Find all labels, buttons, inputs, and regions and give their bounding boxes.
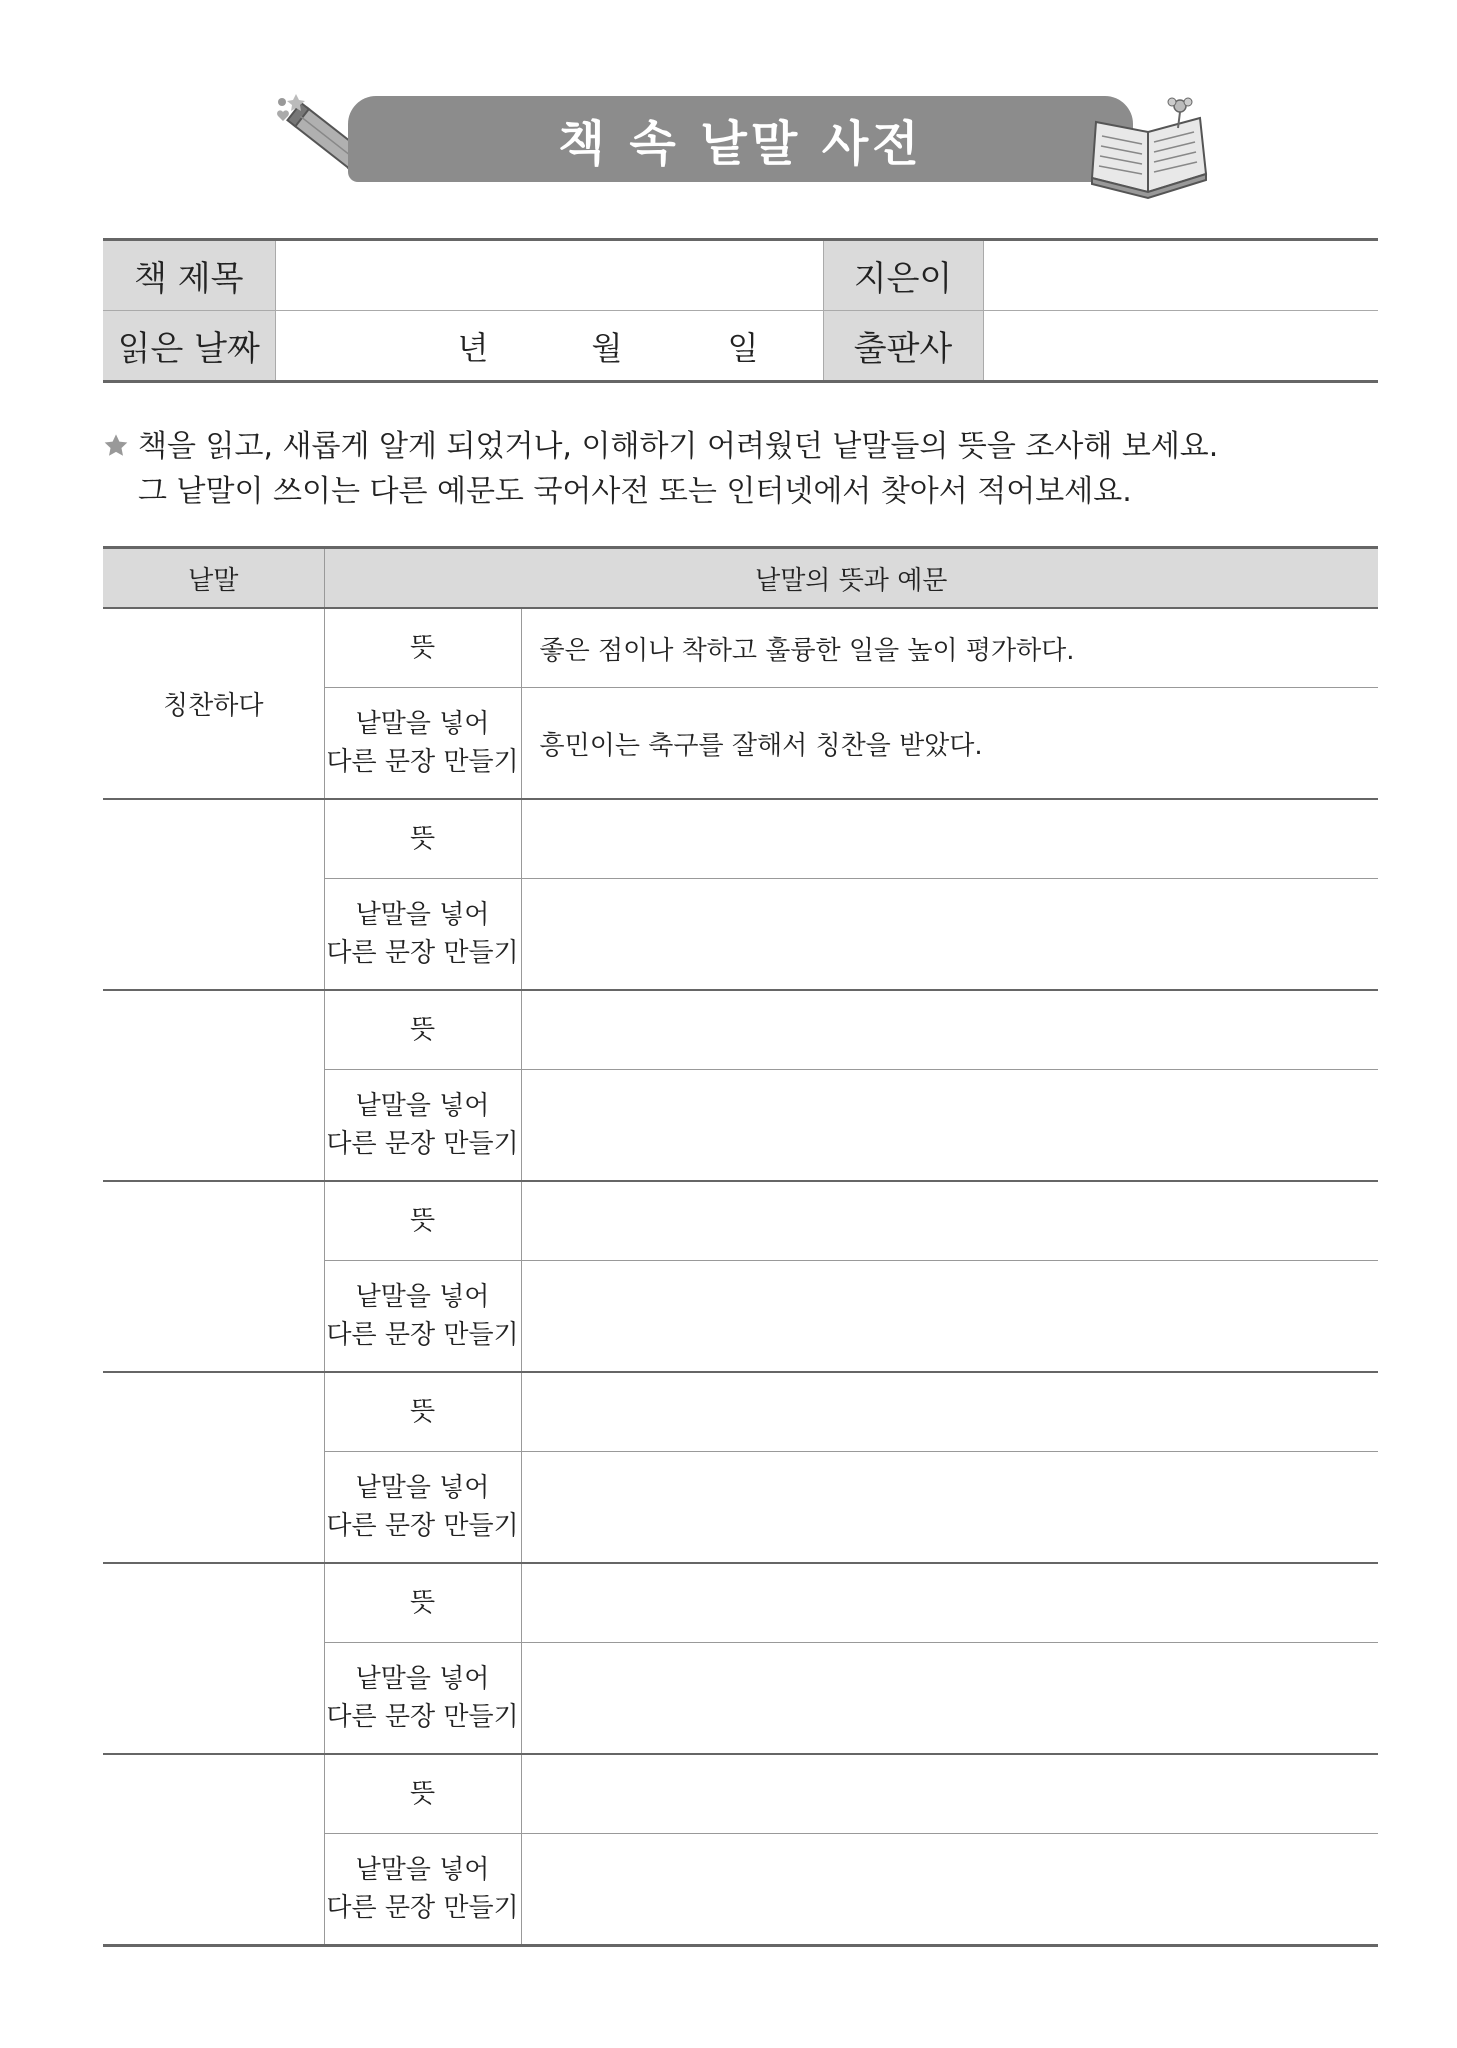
meaning-label: 뜻	[324, 1754, 521, 1834]
vocab-word-cell[interactable]	[103, 1563, 324, 1754]
meaning-label: 뜻	[324, 608, 521, 688]
book-info-table	[103, 238, 1378, 383]
sentence-cell[interactable]	[521, 688, 1378, 800]
sentence-cell[interactable]	[521, 1261, 1378, 1373]
instruction-line-1: 책을 읽고, 새롭게 알게 되었거나, 이해하기 어려웠던 낱말들의 뜻을 조사해 보세요.	[138, 429, 1219, 464]
sentence-label-line-1: 낱말을 넣어	[355, 1473, 490, 1503]
date-field[interactable]	[275, 311, 823, 382]
meaning-cell[interactable]	[521, 1754, 1378, 1834]
sentence-label-line-2: 다른 문장 만들기	[326, 1511, 519, 1541]
vocab-word-cell[interactable]	[103, 1754, 324, 1946]
sentence-label-line-1: 낱말을 넣어	[355, 709, 490, 739]
sentence-label	[324, 879, 521, 991]
publisher-field[interactable]	[983, 311, 1378, 382]
meaning-label: 뜻	[324, 990, 521, 1070]
sentence-label-line-2: 다른 문장 만들기	[326, 1129, 519, 1159]
vocab-word-cell[interactable]	[103, 799, 324, 990]
sentence-label-line-1: 낱말을 넣어	[355, 1282, 490, 1312]
vocab-word-cell[interactable]	[103, 1181, 324, 1372]
vocab-row-meaning	[103, 1754, 1378, 1834]
book-title-field[interactable]	[275, 240, 823, 311]
open-book-icon	[1088, 92, 1210, 202]
sentence-label	[324, 1643, 521, 1755]
meaning-label: 뜻	[324, 799, 521, 879]
sentence-label	[324, 688, 521, 800]
meaning-label: 뜻	[324, 1181, 521, 1261]
title-banner	[348, 96, 1133, 182]
meaning-text: 좋은 점이나 착하고 훌륭한 일을 높이 평가하다.	[539, 635, 1075, 666]
publisher-label: 출판사	[823, 311, 983, 382]
vocab-body	[103, 608, 1378, 1946]
author-label: 지은이	[823, 240, 983, 311]
sentence-label-line-2: 다른 문장 만들기	[326, 1320, 519, 1350]
sentence-label-line-2: 다른 문장 만들기	[326, 1702, 519, 1732]
sentence-label	[324, 1261, 521, 1373]
day-unit: 일	[727, 328, 759, 367]
instruction-line-2: 그 낱말이 쓰이는 다른 예문도 국어사전 또는 인터넷에서 찾아서 적어보세요.	[138, 474, 1132, 509]
vocab-row-meaning	[103, 1372, 1378, 1452]
date-label: 읽은 날짜	[103, 311, 275, 382]
sentence-label-line-2: 다른 문장 만들기	[326, 938, 519, 968]
sentence-label	[324, 1452, 521, 1564]
author-field[interactable]	[983, 240, 1378, 311]
vocab-word-cell[interactable]	[103, 990, 324, 1181]
month-unit: 월	[591, 328, 623, 367]
sentence-label-line-2: 다른 문장 만들기	[326, 1893, 519, 1923]
vocab-row-meaning	[103, 799, 1378, 879]
vocab-row-meaning	[103, 608, 1378, 688]
vocab-word-cell[interactable]	[103, 608, 324, 799]
meaning-cell[interactable]	[521, 799, 1378, 879]
vocab-row-meaning	[103, 1181, 1378, 1261]
meaning-cell[interactable]	[521, 608, 1378, 688]
sentence-label-line-1: 낱말을 넣어	[355, 1091, 490, 1121]
sentence-cell[interactable]	[521, 1452, 1378, 1564]
instruction	[102, 424, 1382, 514]
page-title: 책 속 낱말 사전	[558, 115, 923, 172]
sentence-label-line-1: 낱말을 넣어	[355, 900, 490, 930]
vocab-row-meaning	[103, 1563, 1378, 1643]
sentence-text: 흥민이는 축구를 잘해서 칭찬을 받았다.	[539, 730, 983, 761]
book-title-label: 책 제목	[103, 240, 275, 311]
vocab-word: 칭찬하다	[163, 691, 264, 721]
meaning-cell[interactable]	[521, 1563, 1378, 1643]
sentence-label	[324, 1834, 521, 1946]
vocab-word-cell[interactable]	[103, 1372, 324, 1563]
sentence-label-line-1: 낱말을 넣어	[355, 1855, 490, 1885]
meaning-label: 뜻	[324, 1372, 521, 1452]
sentence-label	[324, 1070, 521, 1182]
meaning-cell[interactable]	[521, 990, 1378, 1070]
star-icon	[102, 432, 130, 460]
sentence-cell[interactable]	[521, 1070, 1378, 1182]
meaning-cell[interactable]	[521, 1181, 1378, 1261]
sentence-label-line-2: 다른 문장 만들기	[326, 747, 519, 777]
sentence-cell[interactable]	[521, 1643, 1378, 1755]
sentence-label-line-1: 낱말을 넣어	[355, 1664, 490, 1694]
sentence-cell[interactable]	[521, 879, 1378, 991]
header-word: 낱말	[103, 548, 324, 609]
meaning-label: 뜻	[324, 1563, 521, 1643]
vocab-table	[103, 546, 1378, 1947]
meaning-cell[interactable]	[521, 1372, 1378, 1452]
vocab-row-meaning	[103, 990, 1378, 1070]
header-meaning: 낱말의 뜻과 예문	[324, 548, 1378, 609]
year-unit: 년	[457, 328, 489, 367]
sentence-cell[interactable]	[521, 1834, 1378, 1946]
